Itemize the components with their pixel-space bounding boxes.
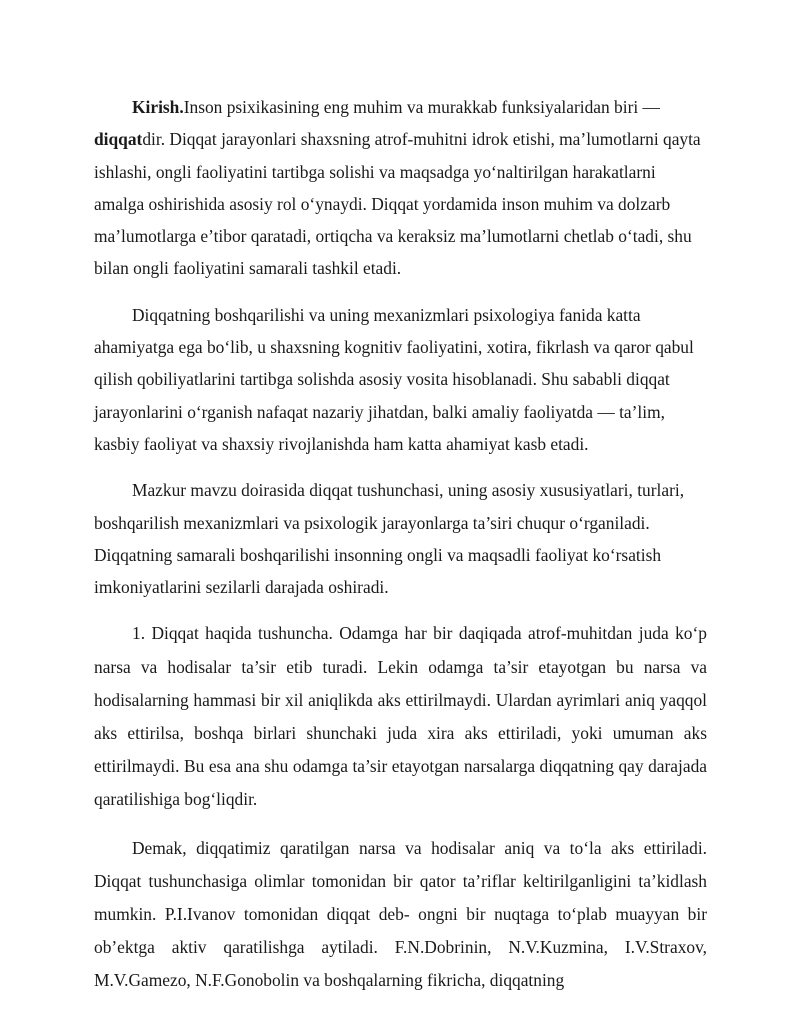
paragraph-attention-control: Diqqatning boshqarilishi va uning mexanizmlari psixologiya fanida katta ahamiyatga ega bo‘lib, u shaxsning kognitiv faoliyatini, xotira, fikrlash va qaror qabul qilish qobiliyatlarini tartibga solishda asosiy vosita hisoblanadi. Shu sababli diqqat jarayonlarini o‘rganish nafaqat nazariy jihatdan, balki amaliy faoliyatda — ta’lim, kasbiy faoliyat va shaxsiy rivojlanishda ham katta ahamiyat kasb etadi. [94, 304, 694, 454]
intro-text-b: dir. Diqqat jarayonlari shaxsning atrof-muhitni idrok etishi, ma’lumotlarni qayta ishlashi, ongli faoliyatini tartibga solishi va maqsadga yo‘naltirilgan harakatlarni amalga oshirishida asosiy rol o‘ynaydi. Diqqat yordamida inson muhim va dolzarb ma’lumotlarga e’tibor qaratadi, ortiqcha va keraksiz ma’lumotlarni chetlab o‘tadi, shu bilan ongli faoliyatini samarali tashkil etadi. [94, 129, 701, 279]
intro-keyword: diqqat [94, 129, 143, 150]
section-1-paragraph [94, 617, 707, 816]
document-body [94, 91, 707, 998]
section-1-title: 1. Diqqat haqida tushuncha. [132, 623, 333, 644]
intro-paragraph [94, 91, 707, 285]
paragraph-definitions: Demak, diqqatimiz qaratilgan narsa va hodisalar aniq va to‘la aks ettiriladi. Diqqat tushunchasiga olimlar tomonidan bir qator ta’riflar keltirilganligini ta’kidlash mumkin. P.I.Ivanov tomonidan diqqat deb- ongni bir nuqtaga to‘plab muayyan bir ob’ektga aktiv qaratilishga aytiladi. F.N.Dobrinin, N.V.Kuzmina, I.V.Straxov, M.V.Gamezo, N.F.Gonobolin va boshqalarning fikricha, diqqatning [94, 837, 707, 991]
paragraph-topic-scope: Mazkur mavzu doirasida diqqat tushunchasi, uning asosiy xususiyatlari, turlari, boshqarilish mexanizmlari va psixologik jarayonlarga ta’siri chuqur o‘rganiladi. Diqqatning samarali boshqarilishi insonning ongli va maqsadli faoliyat ko‘rsatish imkoniyatlarini sezilarli darajada oshiradi. [94, 480, 685, 598]
intro-text-a: Inson psixikasining eng muhim va murakkab funksiyalaridan biri — [183, 97, 660, 117]
section-1-text: Odamga har bir daqiqada atrof-muhitdan juda ko‘p narsa va hodisalar ta’sir etib turadi. Lekin odamga ta’sir etayotgan bu narsa va hodisalarning hammasi bir xil aniqlikda aks ettirilmaydi. Ulardan ayrimlari aniq yaqqol aks ettirilsa, boshqa birlari shunchaki juda xira aks ettiriladi, yoki umuman aks ettirilmaydi. Bu esa ana shu odamga ta’sir etayotgan narsalarga diqqatning qay darajada qaratilishiga bog‘liqdir. [94, 623, 707, 810]
intro-heading: Kirish. [132, 97, 184, 117]
